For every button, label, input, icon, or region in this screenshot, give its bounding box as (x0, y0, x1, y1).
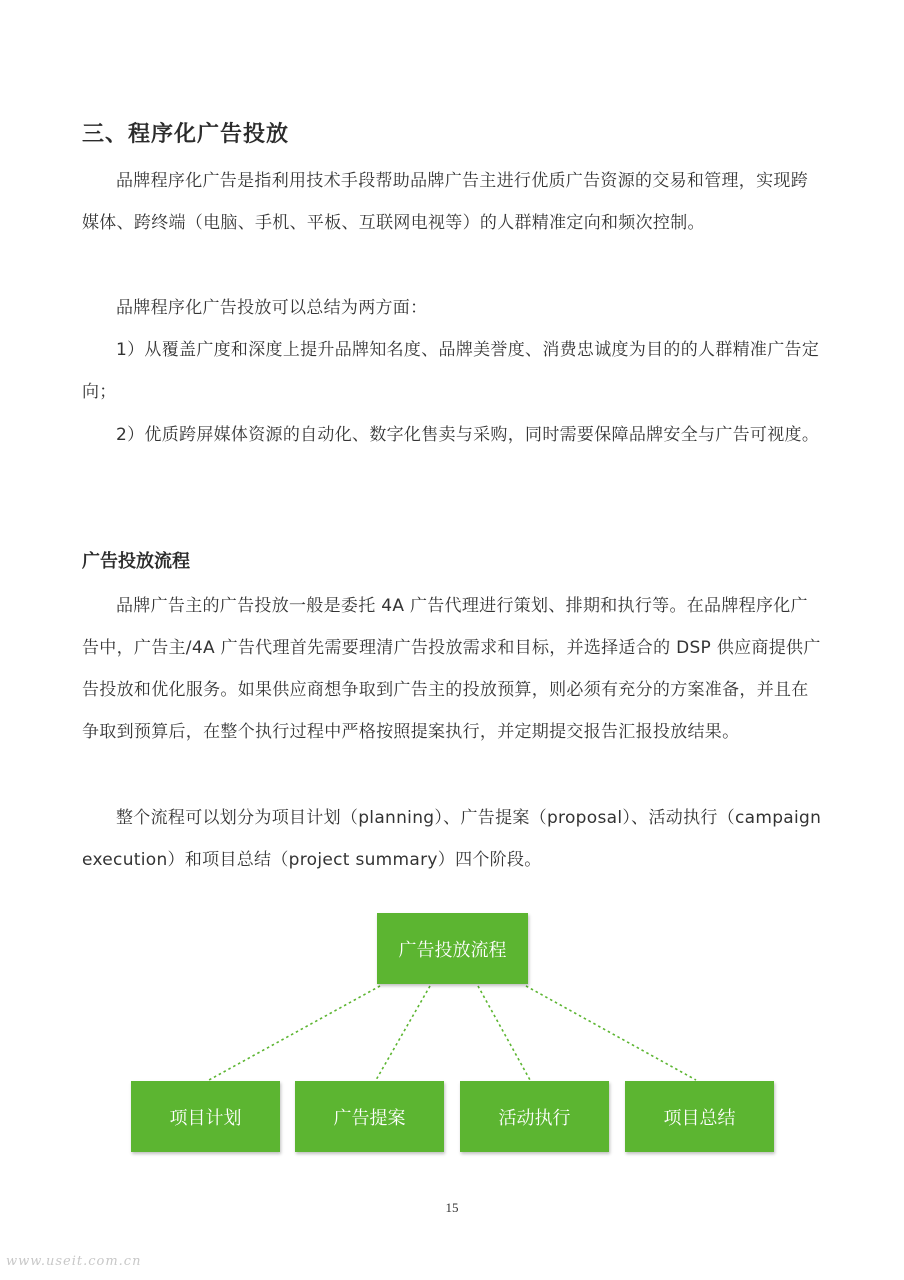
flowchart-node-execution: 活动执行 (460, 1081, 609, 1152)
flowchart-node-proposal: 广告提案 (295, 1081, 444, 1152)
watermark: www.useit.com.cn (6, 1254, 142, 1269)
summary-paragraph: 品牌程序化广告投放可以总结为两方面： (116, 298, 428, 318)
flowchart-node-planning: 项目计划 (131, 1081, 280, 1152)
connector-4 (526, 986, 696, 1080)
point-2-paragraph: 2）优质跨屏媒体资源的自动化、数字化售卖与采购，同时需要保障品牌安全与广告可视度。 (116, 425, 820, 445)
intro-paragraph: 品牌程序化广告是指利用技术手段帮助品牌广告主进行优质广告资源的交易和管理，实现跨媒体、跨终端（电脑、手机、平板、互联网电视等）的人群精准定向和频次控制。 (82, 171, 808, 233)
process-paragraph-1: 品牌广告主的广告投放一般是委托 4A 广告代理进行策划、排期和执行等。在品牌程序化广告中，广告主/4A 广告代理首先需要理清广告投放需求和目标，并选择适合的 DSP 供应商提供广告投放和优化服务。如果供应商想争取到广告主的投放预算，则必须有充分的方案准备，并且在争取到预算后，在整个执行过程中严格按照提案执行，并定期提交报告汇报投放结果。 (82, 596, 821, 742)
page-number: 15 (445, 1200, 459, 1215)
connector-3 (478, 986, 530, 1080)
connector-1 (209, 986, 380, 1080)
flowchart-node-summary: 项目总结 (625, 1081, 774, 1152)
section-title: 三、程序化广告投放 (82, 122, 290, 147)
process-title: 广告投放流程 (82, 551, 190, 572)
connector-2 (376, 986, 430, 1080)
point-1-paragraph: 1）从覆盖广度和深度上提升品牌知名度、品牌美誉度、消费忠诚度为目的的人群精准广告定向； (82, 340, 820, 402)
process-paragraph-2: 整个流程可以划分为项目计划（planning）、广告提案（proposal）、活动执行（campaign execution）和项目总结（project summary）四个阶段。 (82, 808, 822, 870)
flowchart-root-node: 广告投放流程 (377, 913, 528, 984)
